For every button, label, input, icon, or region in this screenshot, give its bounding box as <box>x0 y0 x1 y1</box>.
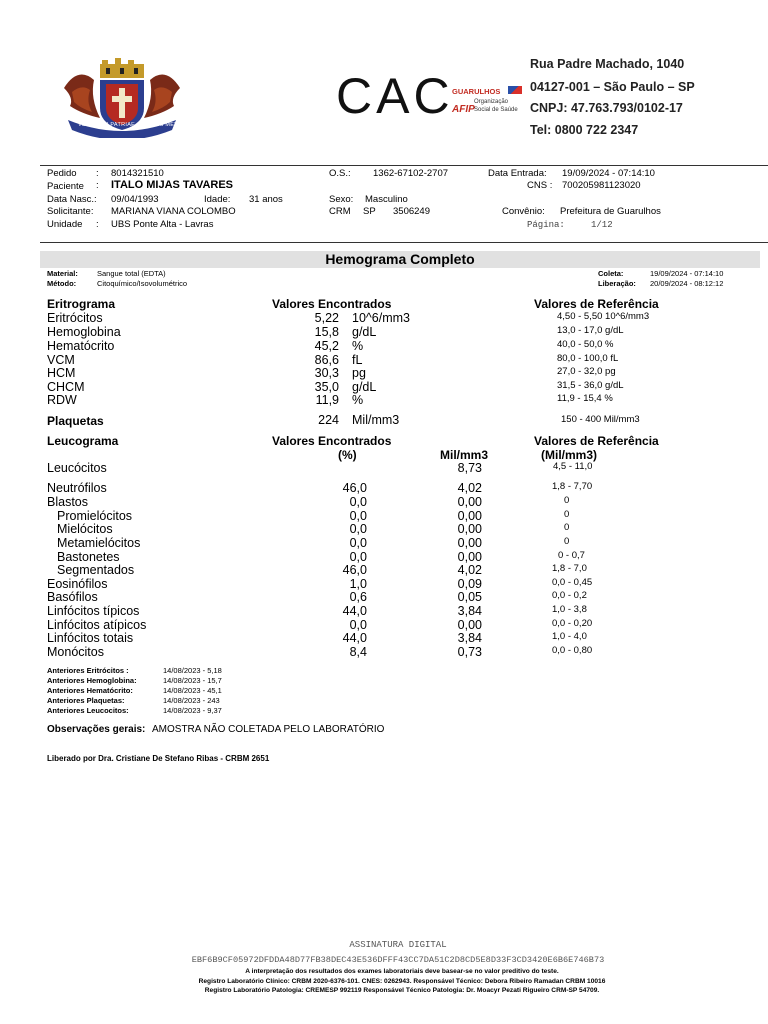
crm-label: CRM <box>329 206 351 217</box>
footer-line-2: Registro Laboratório Clínico: CRBM 2020-6376-101. CNES: 0262943. Responsável Técnico: Debora Ribeiro Ramadan CRBM 10016 <box>198 978 606 985</box>
idade-label: Idade: <box>204 194 231 205</box>
leuco-row-mil: 3,84 <box>457 631 482 645</box>
leucograma-heading: Leucograma <box>47 434 119 448</box>
unidade-value: UBS Ponte Alta - Lavras <box>111 219 214 230</box>
footer-line-1: A interpretação dos resultados dos exames laboratoriais deve basear-se no valor preditivo do teste. <box>245 968 559 975</box>
leucocitos-mil: 8,73 <box>457 461 482 475</box>
leuco-row-ref: 1,0 - 4,0 <box>552 631 587 642</box>
leuco-row-mil: 3,84 <box>457 604 482 618</box>
eritro-row-name: Eritrócitos <box>47 311 103 325</box>
nasc-label: Data Nasc.: <box>47 194 97 205</box>
leuco-row-mil: 4,02 <box>457 481 482 495</box>
leucograma-mil-header: Mil/mm3 <box>440 448 489 462</box>
crm-uf: SP <box>363 206 376 217</box>
coleta-value: 19/09/2024 - 07:14:10 <box>650 269 724 278</box>
leuco-row-ref: 1,8 - 7,0 <box>552 563 587 574</box>
anterior-value: 14/08/2023 - 5,18 <box>163 666 222 675</box>
eritro-row-unit: % <box>352 339 364 353</box>
anterior-label: Anteriores Plaquetas: <box>47 696 125 705</box>
colon: : <box>96 168 99 179</box>
eritro-row-unit: pg <box>352 366 366 380</box>
leuco-row-name: Basófilos <box>47 590 98 604</box>
metodo-value: Citoquímico/Isovolumétrico <box>97 279 188 288</box>
metodo-label: Método: <box>47 279 77 288</box>
leucograma-ref-unit-header: (Mil/mm3) <box>541 448 598 462</box>
eritro-row-unit: fL <box>352 353 363 367</box>
leuco-row-pct: 0,6 <box>349 590 367 604</box>
data-entrada-value: 19/09/2024 - 07:14:10 <box>562 168 655 179</box>
leuco-row-ref: 0 <box>564 495 570 506</box>
eritro-row-ref: 27,0 - 32,0 pg <box>557 366 616 377</box>
eritro-row-value: 11,9 <box>315 393 339 407</box>
leuco-row-ref: 0 <box>564 536 570 547</box>
leuco-row-mil: 0,00 <box>457 550 482 564</box>
afip-subtitle: Organização Social de Saúde <box>474 99 518 113</box>
leuco-row-pct: 0,0 <box>349 509 367 523</box>
eritro-row-unit: g/dL <box>352 380 377 394</box>
leuco-row-name: Metamielócitos <box>57 536 141 550</box>
leuco-row-pct: 1,0 <box>349 577 367 591</box>
anterior-label: Anteriores Hemoglobina: <box>47 676 137 685</box>
leuco-row-name: Linfócitos atípicos <box>47 618 147 632</box>
material-value: Sangue total (EDTA) <box>97 269 166 278</box>
anterior-label: Anteriores Hematócrito: <box>47 686 133 695</box>
address-line-4: Tel: 0800 722 2347 <box>530 123 639 137</box>
sexo-value: Masculino <box>365 194 408 205</box>
guarulhos-logo <box>452 81 522 99</box>
cac-logo: CAC <box>336 68 454 124</box>
leuco-row-pct: 0,0 <box>349 550 367 564</box>
leuco-row-ref: 0 <box>564 509 570 520</box>
plaquetas-unit: Mil/mm3 <box>352 413 400 427</box>
anterior-value: 14/08/2023 - 9,37 <box>163 706 222 715</box>
eritrograma-heading: Eritrograma <box>47 297 116 311</box>
flag-icon <box>508 86 522 94</box>
leuco-row-name: Neutrófilos <box>47 481 107 495</box>
leuco-row-name: Monócitos <box>47 645 104 659</box>
guarulhos-text: GUARULHOS <box>452 87 501 96</box>
leuco-row-pct: 46,0 <box>342 481 367 495</box>
eritro-row-ref: 80,0 - 100,0 fL <box>557 353 619 364</box>
leuco-row-pct: 0,0 <box>349 522 367 536</box>
cns-label: CNS : <box>527 180 553 191</box>
leuco-row-name: Promielócitos <box>57 509 133 523</box>
eritro-row-name: RDW <box>47 393 77 407</box>
convenio-label: Convênio: <box>502 206 545 217</box>
address-line-2: 04127-001 – São Paulo – SP <box>530 80 695 94</box>
eritrograma-ref-header: Valores de Referência <box>534 297 659 311</box>
eritro-row-name: VCM <box>47 353 75 367</box>
leuco-row-name: Linfócitos totais <box>47 631 134 645</box>
leuco-row-name: Linfócitos típicos <box>47 604 140 618</box>
leuco-row-name: Mielócitos <box>57 522 113 536</box>
leuco-row-ref: 0,0 - 0,20 <box>552 618 593 629</box>
leuco-row-pct: 0,0 <box>349 618 367 632</box>
eritro-row-value: 5,22 <box>314 311 339 325</box>
eritrograma-values-header: Valores Encontrados <box>272 297 392 311</box>
leucocitos-ref: 4,5 - 11,0 <box>553 461 593 472</box>
leuco-row-mil: 0,00 <box>457 536 482 550</box>
eritro-row-value: 35,0 <box>314 380 339 394</box>
os-label: O.S.: <box>329 168 351 179</box>
cns-value: 700205981123020 <box>562 180 641 191</box>
header-divider <box>40 165 768 166</box>
pedido-value: 8014321510 <box>111 168 164 179</box>
leuco-row-mil: 0,05 <box>457 590 482 604</box>
paciente-label: Paciente <box>47 181 84 192</box>
leuco-row-ref: 0 - 0,7 <box>558 550 585 561</box>
leuco-row-pct: 0,0 <box>349 536 367 550</box>
liberacao-value: 20/09/2024 - 08:12:12 <box>650 279 724 288</box>
plaquetas-value: 224 <box>318 413 339 427</box>
eritro-row-ref: 11,9 - 15,4 % <box>557 393 613 404</box>
city-seal-logo <box>60 58 184 138</box>
eritro-row-value: 30,3 <box>314 366 339 380</box>
patient-divider <box>40 242 768 243</box>
eritro-row-name: Hemoglobina <box>47 325 121 339</box>
anterior-value: 14/08/2023 - 243 <box>163 696 220 705</box>
sexo-label: Sexo: <box>329 194 354 205</box>
eritro-row-ref: 13,0 - 17,0 g/dL <box>557 325 624 336</box>
leuco-row-pct: 44,0 <box>342 631 367 645</box>
leuco-row-mil: 0,00 <box>457 522 482 536</box>
leuco-row-pct: 44,0 <box>342 604 367 618</box>
exam-title: Hemograma Completo <box>325 251 475 267</box>
material-label: Material: <box>47 269 78 278</box>
address-line-3: CNPJ: 47.763.793/0102-17 <box>530 101 683 115</box>
idade-value: 31 anos <box>249 194 283 205</box>
footer-line-3: Registro Laboratório Patologia: CREMESP 992119 Responsável Técnico Patologia: Dr. Moacyr Pezati Rigueiro CRM-SP 54709. <box>204 987 600 994</box>
leuco-row-mil: 0,00 <box>457 495 482 509</box>
eritro-row-ref: 4,50 - 5,50 10^6/mm3 <box>557 311 650 322</box>
crm-value: 3506249 <box>393 206 430 217</box>
leuco-row-pct: 46,0 <box>342 563 367 577</box>
plaquetas-ref: 150 - 400 Mil/mm3 <box>561 414 640 425</box>
eritro-row-ref: 31,5 - 36,0 g/dL <box>557 380 624 391</box>
leuco-row-name: Segmentados <box>57 563 135 577</box>
afip-logo <box>452 99 475 117</box>
leuco-row-mil: 0,73 <box>457 645 482 659</box>
leuco-row-ref: 0,0 - 0,80 <box>552 645 593 656</box>
eritro-row-name: HCM <box>47 366 76 380</box>
leuco-row-mil: 0,00 <box>457 618 482 632</box>
observacoes-label: Observações gerais: <box>47 724 146 735</box>
anterior-value: 14/08/2023 - 45,1 <box>163 686 222 695</box>
assinatura-label: ASSINATURA DIGITAL <box>349 940 447 950</box>
eritro-row-unit: 10^6/mm3 <box>352 311 410 325</box>
eritro-row-value: 86,6 <box>314 353 339 367</box>
paciente-value: ITALO MIJAS TAVARES <box>111 179 234 191</box>
liberacao-label: Liberação: <box>598 279 636 288</box>
leucocitos-name: Leucócitos <box>47 461 107 475</box>
leuco-row-mil: 4,02 <box>457 563 482 577</box>
convenio-value: Prefeitura de Guarulhos <box>560 206 661 217</box>
assinatura-hash: EBF6B9CF05972DFDDA48D77FB38DEC43E536DFFF43CC7DA51C2D8CD5E8D33F3CD3420E6B6E746B73 <box>191 955 605 965</box>
pedido-label: Pedido <box>47 168 77 179</box>
plaquetas-name: Plaquetas <box>47 414 104 428</box>
eritro-row-ref: 40,0 - 50,0 % <box>557 339 614 350</box>
pagina-value: 1/12 <box>591 220 613 230</box>
eritro-row-name: CHCM <box>47 380 85 394</box>
address-line-1: Rua Padre Machado, 1040 <box>530 57 685 71</box>
colon: : <box>96 219 99 230</box>
anterior-label: Anteriores Eritrócitos : <box>47 666 129 675</box>
leuco-row-ref: 0,0 - 0,2 <box>552 590 587 601</box>
eritro-row-unit: g/dL <box>352 325 377 339</box>
observacoes-value: AMOSTRA NÃO COLETADA PELO LABORATÓRIO <box>152 724 385 735</box>
nasc-value: 09/04/1993 <box>111 194 159 205</box>
anterior-value: 14/08/2023 - 15,7 <box>163 676 222 685</box>
leuco-row-name: Bastonetes <box>57 550 120 564</box>
leuco-row-ref: 1,8 - 7,70 <box>552 481 593 492</box>
leuco-row-name: Eosinófilos <box>47 577 108 591</box>
leuco-row-ref: 1,0 - 3,8 <box>552 604 587 615</box>
leuco-row-ref: 0,0 - 0,45 <box>552 577 593 588</box>
anterior-label: Anteriores Leucocitos: <box>47 706 129 715</box>
leuco-row-pct: 0,0 <box>349 495 367 509</box>
leuco-row-name: Blastos <box>47 495 88 509</box>
pagina-label: Página: <box>527 220 565 230</box>
eritro-row-value: 15,8 <box>314 325 339 339</box>
unidade-label: Unidade <box>47 219 83 230</box>
leuco-row-ref: 0 <box>564 522 570 533</box>
colon: : <box>96 180 99 191</box>
eritro-row-name: Hematócrito <box>47 339 115 353</box>
leuco-row-mil: 0,00 <box>457 509 482 523</box>
liberado-por: Liberado por Dra. Cristiane De Stefano Ribas - CRBM 2651 <box>47 754 270 763</box>
leuco-row-pct: 8,4 <box>349 645 367 659</box>
afip-text: AFIP <box>452 104 475 115</box>
data-entrada-label: Data Entrada: <box>488 168 547 179</box>
solicitante-label: Solicitante: <box>47 206 94 217</box>
leucograma-values-header: Valores Encontrados <box>272 434 392 448</box>
leuco-row-mil: 0,09 <box>457 577 482 591</box>
coleta-label: Coleta: <box>598 269 624 278</box>
leucograma-ref-header: Valores de Referência <box>534 434 659 448</box>
seal-motto: VERE FILII PATRIAE SANGVIS MEVS <box>78 122 183 128</box>
os-value: 1362-67102-2707 <box>373 168 449 179</box>
eritro-row-value: 45,2 <box>314 339 339 353</box>
leucograma-pct-header: (%) <box>338 448 357 462</box>
eritro-row-unit: % <box>352 393 364 407</box>
solicitante-value: MARIANA VIANA COLOMBO <box>111 206 236 217</box>
